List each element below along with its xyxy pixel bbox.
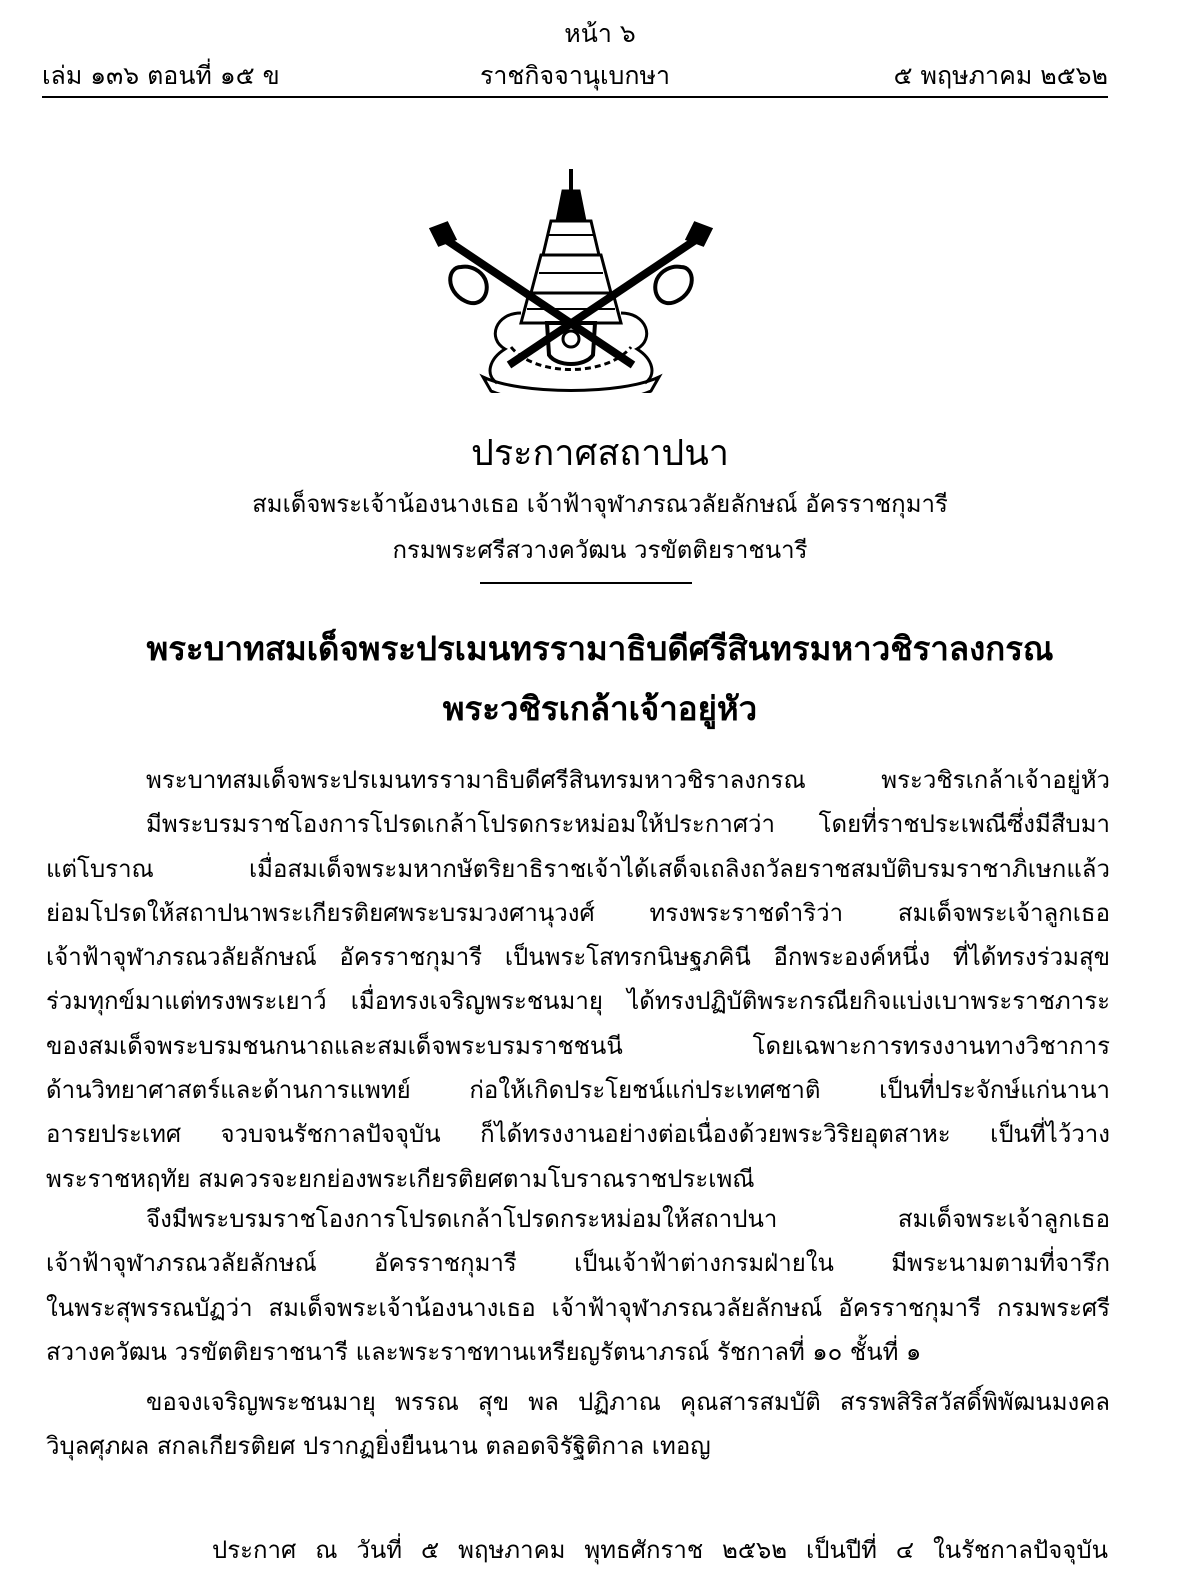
title-divider: [480, 582, 692, 584]
text-line: ด้านวิทยาศาสตร์และด้านการแพทย์ ก่อให้เกิดประโยชน์แก่ประเทศชาติ เป็นที่ประจักษ์แก่นานา: [46, 1076, 1110, 1105]
text-line: พระราชหฤทัย สมควรจะยกย่องพระเกียรติยศตามโบราณราชประเพณี: [46, 1164, 755, 1193]
gazette-date: ๕ พฤษภาคม ๒๕๖๒: [893, 61, 1108, 90]
text-line: อารยประเทศ จวบจนรัชกาลปัจจุบัน ก็ได้ทรงงานอย่างต่อเนื่องด้วยพระวิริยอุตสาหะ เป็นที่ไว้วาง: [46, 1120, 1110, 1149]
paragraph-2: [46, 1197, 1110, 1374]
king-name-line-2: พระวชิรเกล้าเจ้าอยู่หัว: [442, 689, 758, 728]
text-line: ร่วมทุกข์มาแต่ทรงพระเยาว์ เมื่อทรงเจริญพระชนมายุ ได้ทรงปฏิบัติพระกรณียกิจแบ่งเบาพระราชภาระ: [46, 987, 1110, 1016]
text-line: สวางควัฒน วรขัตติยราชนารี และพระราชทานเหรียญรัตนาภรณ์ รัชกาลที่ ๑๐ ชั้นที่ ๑: [46, 1337, 922, 1366]
proclamation-date-line: ประกาศ ณ วันที่ ๕ พฤษภาคม พุทธศักราช ๒๕๖๒ เป็นปีที่ ๔ ในรัชกาลปัจจุบัน: [212, 1536, 1108, 1564]
subtitle-line-2: กรมพระศรีสวางควัฒน วรขัตติยราชนารี: [392, 536, 808, 564]
volume-issue: เล่ม ๑๓๖ ตอนที่ ๑๕ ข: [42, 61, 280, 90]
page-number: หน้า ๖: [564, 19, 636, 48]
text-line: ขอจงเจริญพระชนมายุ พรรณ สุข พล ปฏิภาณ คุณสารสมบัติ สรรพสิริสวัสดิ์พิพัฒนมงคล: [146, 1388, 1110, 1416]
text-line: มีพระบรมราชโองการโปรดเกล้าโปรดกระหม่อมให้ประกาศว่า โดยที่ราชประเพณีซึ่งมีสืบมา: [146, 810, 1110, 839]
text-line: แต่โบราณ เมื่อสมเด็จพระมหากษัตริยาธิราชเจ้าได้เสด็จเถลิงถวัลยราชสมบัติบรมราชาภิเษกแล้ว: [46, 854, 1110, 883]
header-divider: [42, 96, 1108, 98]
text-line: ย่อมโปรดให้สถาปนาพระเกียรติยศพระบรมวงศานุวงศ์ ทรงพระราชดำริว่า สมเด็จพระเจ้าลูกเธอ: [46, 898, 1110, 927]
text-line: จึงมีพระบรมราชโองการโปรดเกล้าโปรดกระหม่อมให้สถาปนา สมเด็จพระเจ้าลูกเธอ: [146, 1205, 1110, 1233]
page-title: ประกาศสถาปนา: [470, 433, 730, 474]
gazette-header: [42, 56, 1108, 92]
text-line: พระบาทสมเด็จพระปรเมนทรรามาธิบดีศรีสินทรมหาวชิราลงกรณ พระวชิรเกล้าเจ้าอยู่หัว: [146, 766, 1110, 794]
paragraph-3: [46, 1380, 1110, 1469]
king-name-line-1: พระบาทสมเด็จพระปรเมนทรรามาธิบดีศรีสินทรมหาวชิราลงกรณ: [146, 629, 1054, 668]
text-line: วิบุลศุภผล สกลเกียรติยศ ปรากฏยิ่งยืนนาน ตลอดจิรัฐิติกาล เทอญ: [46, 1432, 711, 1461]
text-line: ของสมเด็จพระบรมชนกนาถและสมเด็จพระบรมราชชนนี โดยเฉพาะการทรงงานทางวิชาการ: [46, 1031, 1110, 1060]
text-line: ในพระสุพรรณบัฏว่า สมเด็จพระเจ้าน้องนางเธอ เจ้าฟ้าจุฬาภรณวลัยลักษณ์ อัครราชกุมารี กรมพระศรี: [46, 1293, 1110, 1322]
text-line: เจ้าฟ้าจุฬาภรณวลัยลักษณ์ อัครราชกุมารี เป็นเจ้าฟ้าต่างกรมฝ่ายใน มีพระนามตามที่จารึก: [46, 1249, 1110, 1278]
subtitle-line-1: สมเด็จพระเจ้าน้องนางเธอ เจ้าฟ้าจุฬาภรณวลัยลักษณ์ อัครราชกุมารี: [252, 490, 948, 518]
gazette-name: ราชกิจจานุเบกษา: [479, 61, 671, 90]
paragraph-1: [46, 758, 1110, 1201]
text-line: เจ้าฟ้าจุฬาภรณวลัยลักษณ์ อัครราชกุมารี เป็นพระโสทรกนิษฐภคินี อีกพระองค์หนึ่ง ที่ได้ทรงร่วมสุข: [46, 943, 1110, 972]
royal-emblem-icon: [425, 163, 717, 393]
